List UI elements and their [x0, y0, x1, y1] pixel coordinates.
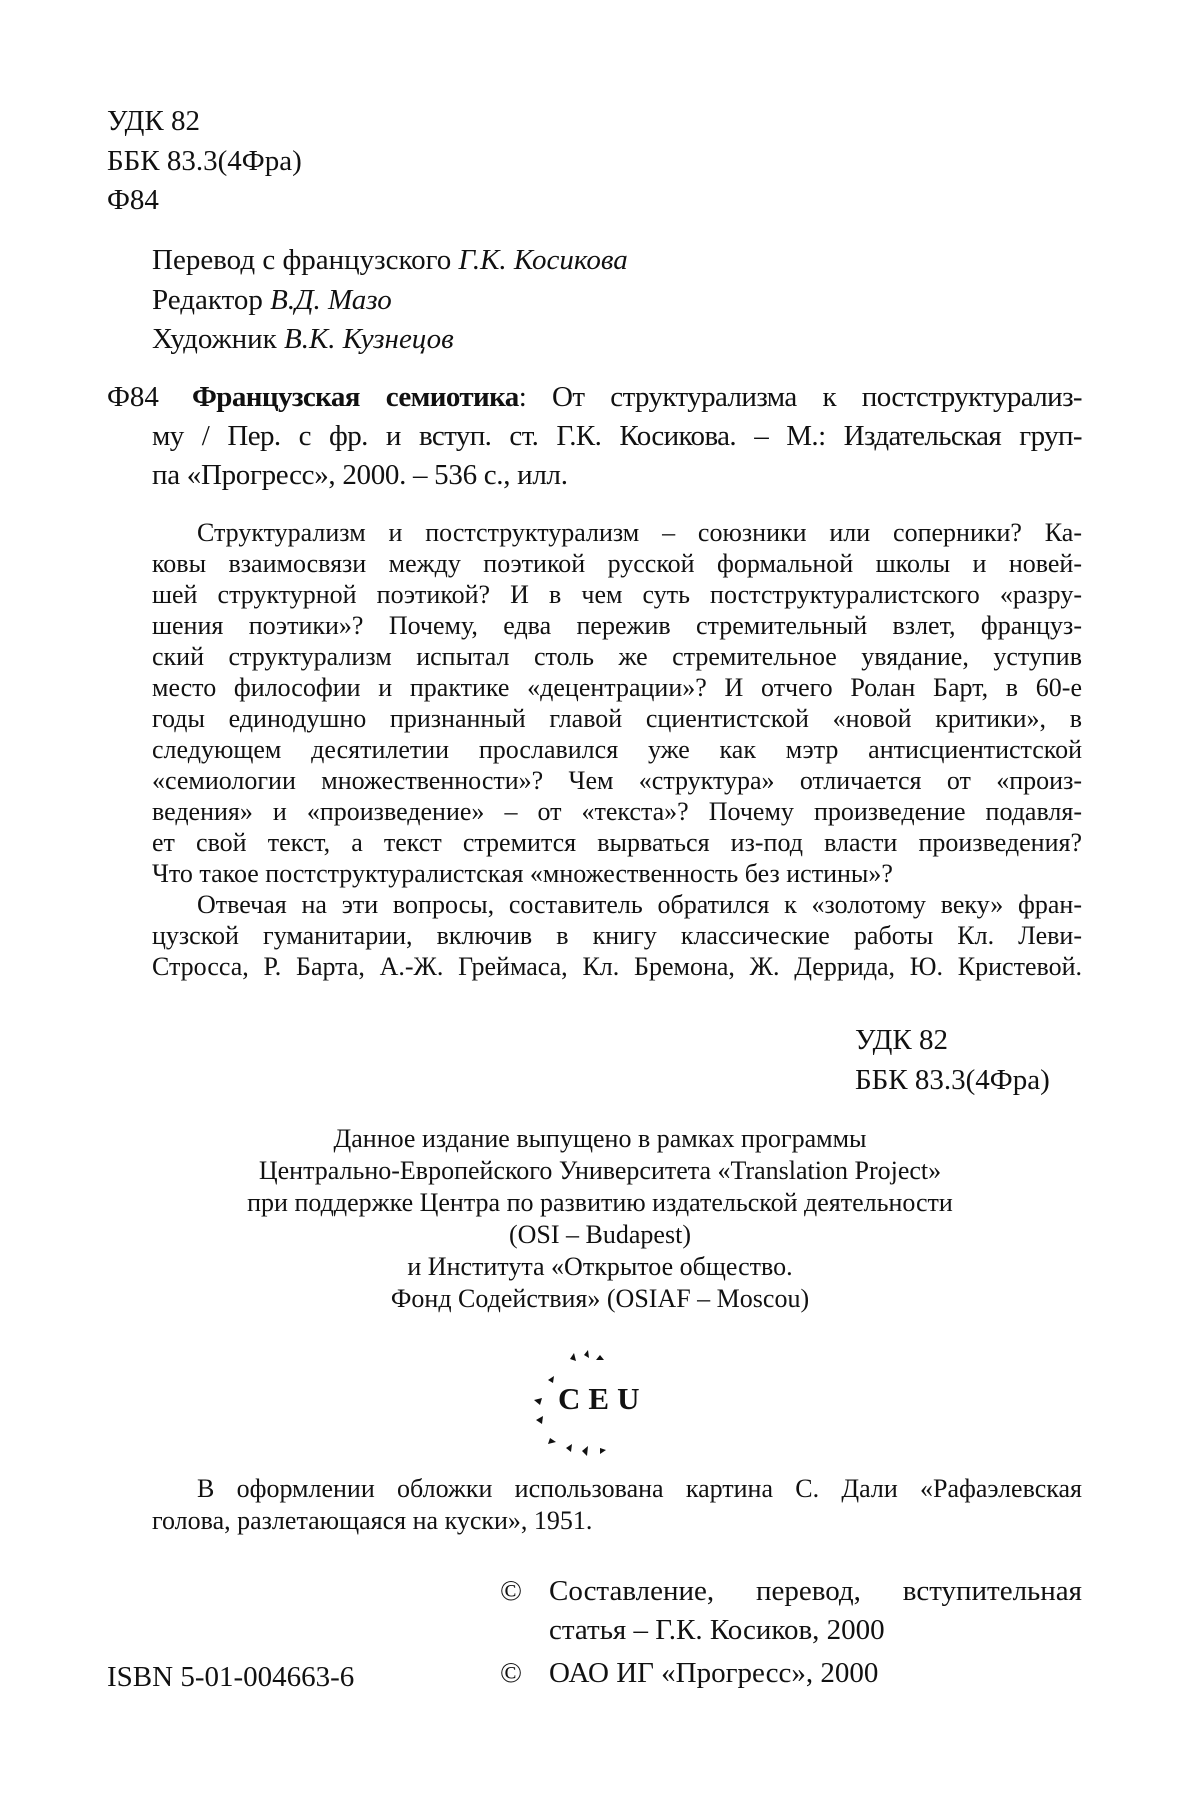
abstract-line: шей структурной поэтикой? И в чем суть постструктуралистского «разру- [152, 580, 1082, 609]
artist-name: В.К. Кузнецов [284, 323, 454, 355]
abstract-line: Отвечая на эти вопросы, составитель обратился к «золотому веку» фран- [197, 890, 1082, 919]
ceu-logo [518, 1350, 658, 1460]
abstract-line: цузской гуманитарии, включив в книгу классические работы Кл. Леви- [152, 921, 1082, 950]
copyright-symbol: © [500, 1575, 523, 1607]
abstract-line: «семиологии множественности»? Чем «структура» отличается от «произ- [152, 766, 1082, 795]
abstract-line: ет свой текст, а текст стремится вырваться из-под власти произведения? [152, 828, 1082, 857]
bib-line-1 [192, 380, 1082, 414]
author-mark: Ф84 [107, 184, 159, 216]
editor-label: Редактор [152, 284, 271, 316]
cover-note-line-1: В оформлении обложки использована картина С. Дали «Рафаэлевская [197, 1474, 1082, 1503]
copyright-symbol: © [500, 1657, 523, 1689]
bib-mark: Ф84 [107, 381, 159, 413]
abstract-line: следующем десятилетии прославился уже как мэтр антисциентистской [152, 735, 1082, 764]
ceu-logo-text: CEU [558, 1381, 648, 1416]
abstract-line: Структурализм и постструктурализм – союзники или соперники? Ка- [197, 518, 1082, 547]
translator-name: Г.К. Косикова [458, 244, 628, 276]
book-title: Французская семиотика [192, 381, 519, 413]
bib-line-3: па «Прогресс», 2000. – 536 с., илл. [152, 459, 568, 491]
sponsor-line: (OSI – Budapest) [509, 1220, 691, 1249]
udk-code-right: УДК 82 [855, 1024, 948, 1056]
abstract-line: шения поэтики»? Почему, едва пережив стремительный взлет, француз- [152, 611, 1082, 640]
artist-label: Художник [152, 323, 285, 355]
abstract-line: годы единодушно признанный главой сциентистской «новой критики», в [152, 704, 1082, 733]
abstract-line: ковы взаимосвязи между поэтикой русской формальной школы и новей- [152, 549, 1082, 578]
sponsor-line: и Института «Открытое общество. [407, 1252, 793, 1281]
abstract-line: ский структурализм испытал столь же стремительное увядание, уступив [152, 642, 1082, 671]
abstract-line: Стросса, Р. Барта, А.-Ж. Греймаса, Кл. Бремона, Ж. Деррида, Ю. Кристевой. [152, 952, 1082, 981]
abstract-line: место философии и практике «децентрации»? И отчего Ролан Барт, в 60-е [152, 673, 1082, 702]
cover-note-line-2: голова, разлетающаяся на куски», 1951. [152, 1506, 593, 1535]
sponsor-line: Фонд Содействия» (OSIAF – Moscou) [390, 1284, 810, 1313]
udk-code: УДК 82 [107, 105, 200, 137]
sponsor-line: при поддержке Центра по развитию издательской деятельности [247, 1188, 953, 1217]
copyright-entry-1-line-2: статья – Г.К. Косиков, 2000 [549, 1614, 885, 1646]
editor-name: В.Д. Мазо [270, 284, 392, 316]
sponsor-line: Центрально-Европейского Университета «Translation Project» [258, 1156, 942, 1185]
sponsor-line: Данное издание выпущено в рамках программы [333, 1124, 867, 1153]
abstract-line: ведения» и «произведение» – от «текста»? Почему произведение подавля- [152, 797, 1082, 826]
copyright-entry-2: ОАО ИГ «Прогресс», 2000 [549, 1657, 879, 1689]
editor-credit [152, 283, 392, 317]
isbn: ISBN 5-01-004663-6 [107, 1661, 355, 1693]
translation-credit [152, 243, 628, 277]
bib-line-1-rest: : От структурализма к постструктурализ- [518, 381, 1082, 413]
bbk-code-right: ББК 83.3(4Фра) [855, 1064, 1050, 1096]
translation-label: Перевод с французского [152, 244, 459, 276]
artist-credit [152, 322, 454, 356]
abstract-line: Что такое постструктуралистская «множественность без истины»? [152, 859, 893, 888]
copyright-entry-1-line-1: Составление, перевод, вступительная [549, 1575, 1082, 1607]
bbk-code: ББК 83.3(4Фра) [107, 145, 302, 177]
bib-line-2: му / Пер. с фр. и вступ. ст. Г.К. Косикова. – М.: Издательская груп- [152, 420, 1082, 452]
